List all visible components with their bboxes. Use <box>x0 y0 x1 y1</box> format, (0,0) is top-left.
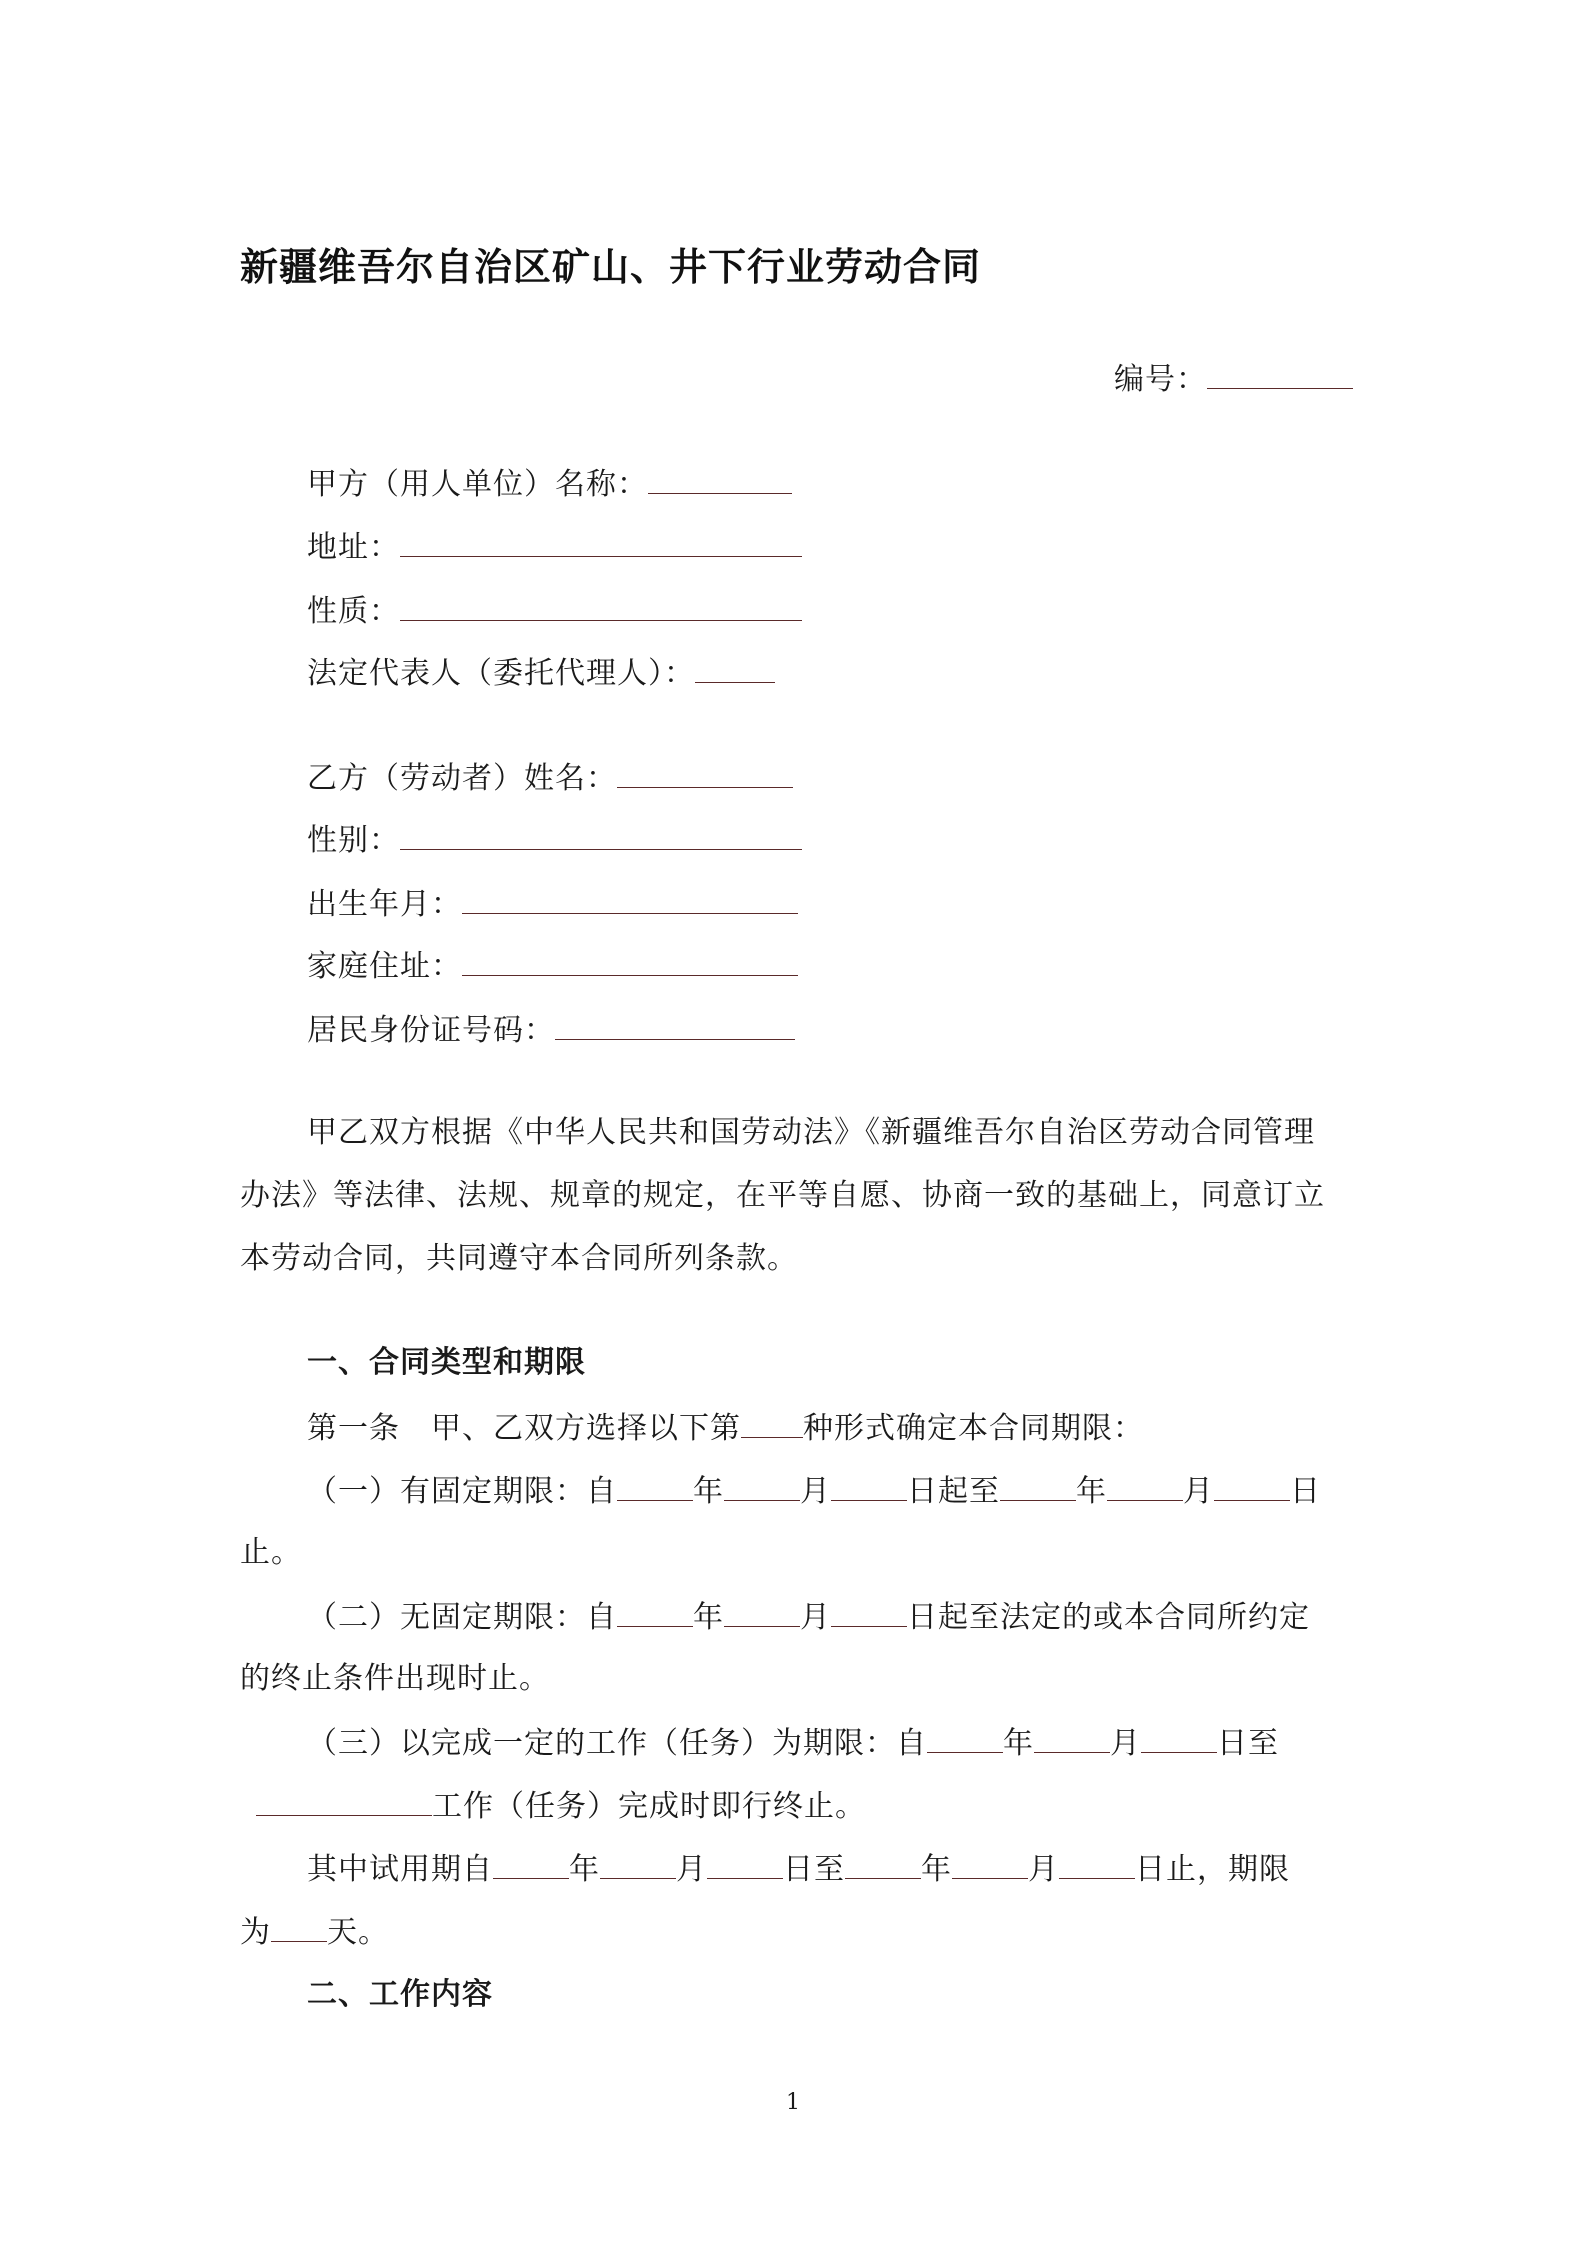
party-b-home-line <box>307 945 798 987</box>
party-a-rep-label: 法定代表人（委托代理人）： <box>307 656 695 691</box>
probation-lead: 其中试用期自 <box>307 1852 493 1887</box>
party-b-home-label: 家庭住址： <box>307 949 462 984</box>
unit-month: 月 <box>1028 1852 1059 1887</box>
party-a-address-label: 地址： <box>307 530 400 565</box>
unit-day: 日 <box>1290 1474 1321 1509</box>
unit-day-to: 日至 <box>783 1852 845 1887</box>
probation-days-blank[interactable] <box>271 1911 327 1942</box>
preamble-line-2: 办法》等法律、法规、规章的规定，在平等自愿、协商一致的基础上，同意订立 <box>240 1178 1325 1213</box>
option-2-day-blank[interactable] <box>831 1596 907 1627</box>
section-1-heading: 一、合同类型和期限 <box>307 1345 586 1380</box>
option-3-line <box>307 1722 1279 1764</box>
option-1-start-day-blank[interactable] <box>831 1470 907 1501</box>
unit-month: 月 <box>1110 1726 1141 1761</box>
option-2-year-blank[interactable] <box>617 1596 693 1627</box>
option-1-end-day-blank[interactable] <box>1214 1470 1290 1501</box>
party-b-id-line <box>307 1009 795 1051</box>
option-1-continued: 止。 <box>240 1535 302 1570</box>
party-b-home-blank[interactable] <box>462 945 798 976</box>
party-b-birth-line <box>307 883 798 925</box>
contract-number-line <box>1114 358 1353 400</box>
party-b-name-label: 乙方（劳动者）姓名： <box>307 761 617 796</box>
party-a-name-blank[interactable] <box>648 463 792 494</box>
probation-end-year-blank[interactable] <box>845 1848 921 1879</box>
probation-start-day-blank[interactable] <box>707 1848 783 1879</box>
probation-cont-lead: 为 <box>240 1915 271 1950</box>
preamble-line-1: 甲乙双方根据《中华人民共和国劳动法》《新疆维吾尔自治区劳动合同管理 <box>307 1115 1315 1150</box>
option-3-year-blank[interactable] <box>927 1722 1003 1753</box>
party-b-gender-line <box>307 819 802 861</box>
article-1-prefix: 第一条 甲、乙双方选择以下第 <box>307 1411 741 1446</box>
option-2-continued: 的终止条件出现时止。 <box>240 1661 550 1696</box>
option-2-lead: （二）无固定期限：自 <box>307 1600 617 1635</box>
section-2-heading: 二、工作内容 <box>307 1977 493 2012</box>
option-3-lead: （三）以完成一定的工作（任务）为期限：自 <box>307 1726 927 1761</box>
option-3-task-blank[interactable] <box>256 1785 432 1816</box>
unit-year: 年 <box>693 1474 724 1509</box>
article-1-choice-blank[interactable] <box>741 1407 803 1438</box>
contract-number-blank[interactable] <box>1207 358 1353 389</box>
option-1-start-year-blank[interactable] <box>617 1470 693 1501</box>
party-b-birth-label: 出生年月： <box>307 887 462 922</box>
option-3-month-blank[interactable] <box>1034 1722 1110 1753</box>
option-3-tail: 日至 <box>1217 1726 1279 1761</box>
party-b-birth-blank[interactable] <box>462 883 798 914</box>
unit-year: 年 <box>693 1600 724 1635</box>
option-2-month-blank[interactable] <box>724 1596 800 1627</box>
page-number: 1 <box>786 2090 800 2115</box>
party-a-address-blank[interactable] <box>400 526 802 557</box>
party-b-id-blank[interactable] <box>555 1009 795 1040</box>
probation-tail: 日止，期限 <box>1135 1852 1290 1887</box>
option-3-continued-line <box>256 1785 866 1827</box>
article-1-suffix: 种形式确定本合同期限： <box>803 1411 1144 1446</box>
unit-year: 年 <box>1003 1726 1034 1761</box>
contract-number-label: 编号： <box>1114 362 1207 397</box>
party-a-name-line <box>307 463 792 505</box>
option-1-start-month-blank[interactable] <box>724 1470 800 1501</box>
option-1-lead: （一）有固定期限：自 <box>307 1474 617 1509</box>
unit-year: 年 <box>569 1852 600 1887</box>
probation-cont-tail: 天。 <box>327 1915 389 1950</box>
unit-month: 月 <box>676 1852 707 1887</box>
option-2-line <box>307 1596 1310 1638</box>
option-2-tail: 日起至法定的或本合同所约定 <box>907 1600 1310 1635</box>
party-a-rep-blank[interactable] <box>695 652 775 683</box>
party-a-nature-label: 性质： <box>307 594 400 629</box>
party-b-id-label: 居民身份证号码： <box>307 1013 555 1048</box>
option-1-line <box>307 1470 1321 1512</box>
option-1-end-year-blank[interactable] <box>1000 1470 1076 1501</box>
article-1-line <box>307 1407 1144 1449</box>
unit-month: 月 <box>800 1600 831 1635</box>
party-a-nature-line <box>307 590 802 632</box>
probation-end-month-blank[interactable] <box>952 1848 1028 1879</box>
option-3-day-blank[interactable] <box>1141 1722 1217 1753</box>
party-b-gender-blank[interactable] <box>400 819 802 850</box>
unit-year: 年 <box>921 1852 952 1887</box>
party-a-address-line <box>307 526 802 568</box>
probation-continued-line <box>240 1911 389 1953</box>
unit-year: 年 <box>1076 1474 1107 1509</box>
party-b-gender-label: 性别： <box>307 823 400 858</box>
probation-start-year-blank[interactable] <box>493 1848 569 1879</box>
option-1-end-month-blank[interactable] <box>1107 1470 1183 1501</box>
document-title: 新疆维吾尔自治区矿山、井下行业劳动合同 <box>240 245 982 289</box>
unit-month: 月 <box>1183 1474 1214 1509</box>
preamble-line-3: 本劳动合同，共同遵守本合同所列条款。 <box>240 1241 798 1276</box>
party-a-nature-blank[interactable] <box>400 590 802 621</box>
party-a-name-label: 甲方（用人单位）名称： <box>307 467 648 502</box>
party-b-name-line <box>307 757 793 799</box>
option-3-continued: 工作（任务）完成时即行终止。 <box>432 1789 866 1824</box>
party-b-name-blank[interactable] <box>617 757 793 788</box>
probation-line <box>307 1848 1290 1890</box>
probation-end-day-blank[interactable] <box>1059 1848 1135 1879</box>
unit-month: 月 <box>800 1474 831 1509</box>
probation-start-month-blank[interactable] <box>600 1848 676 1879</box>
party-a-rep-line <box>307 652 775 694</box>
unit-day-from-to: 日起至 <box>907 1474 1000 1509</box>
